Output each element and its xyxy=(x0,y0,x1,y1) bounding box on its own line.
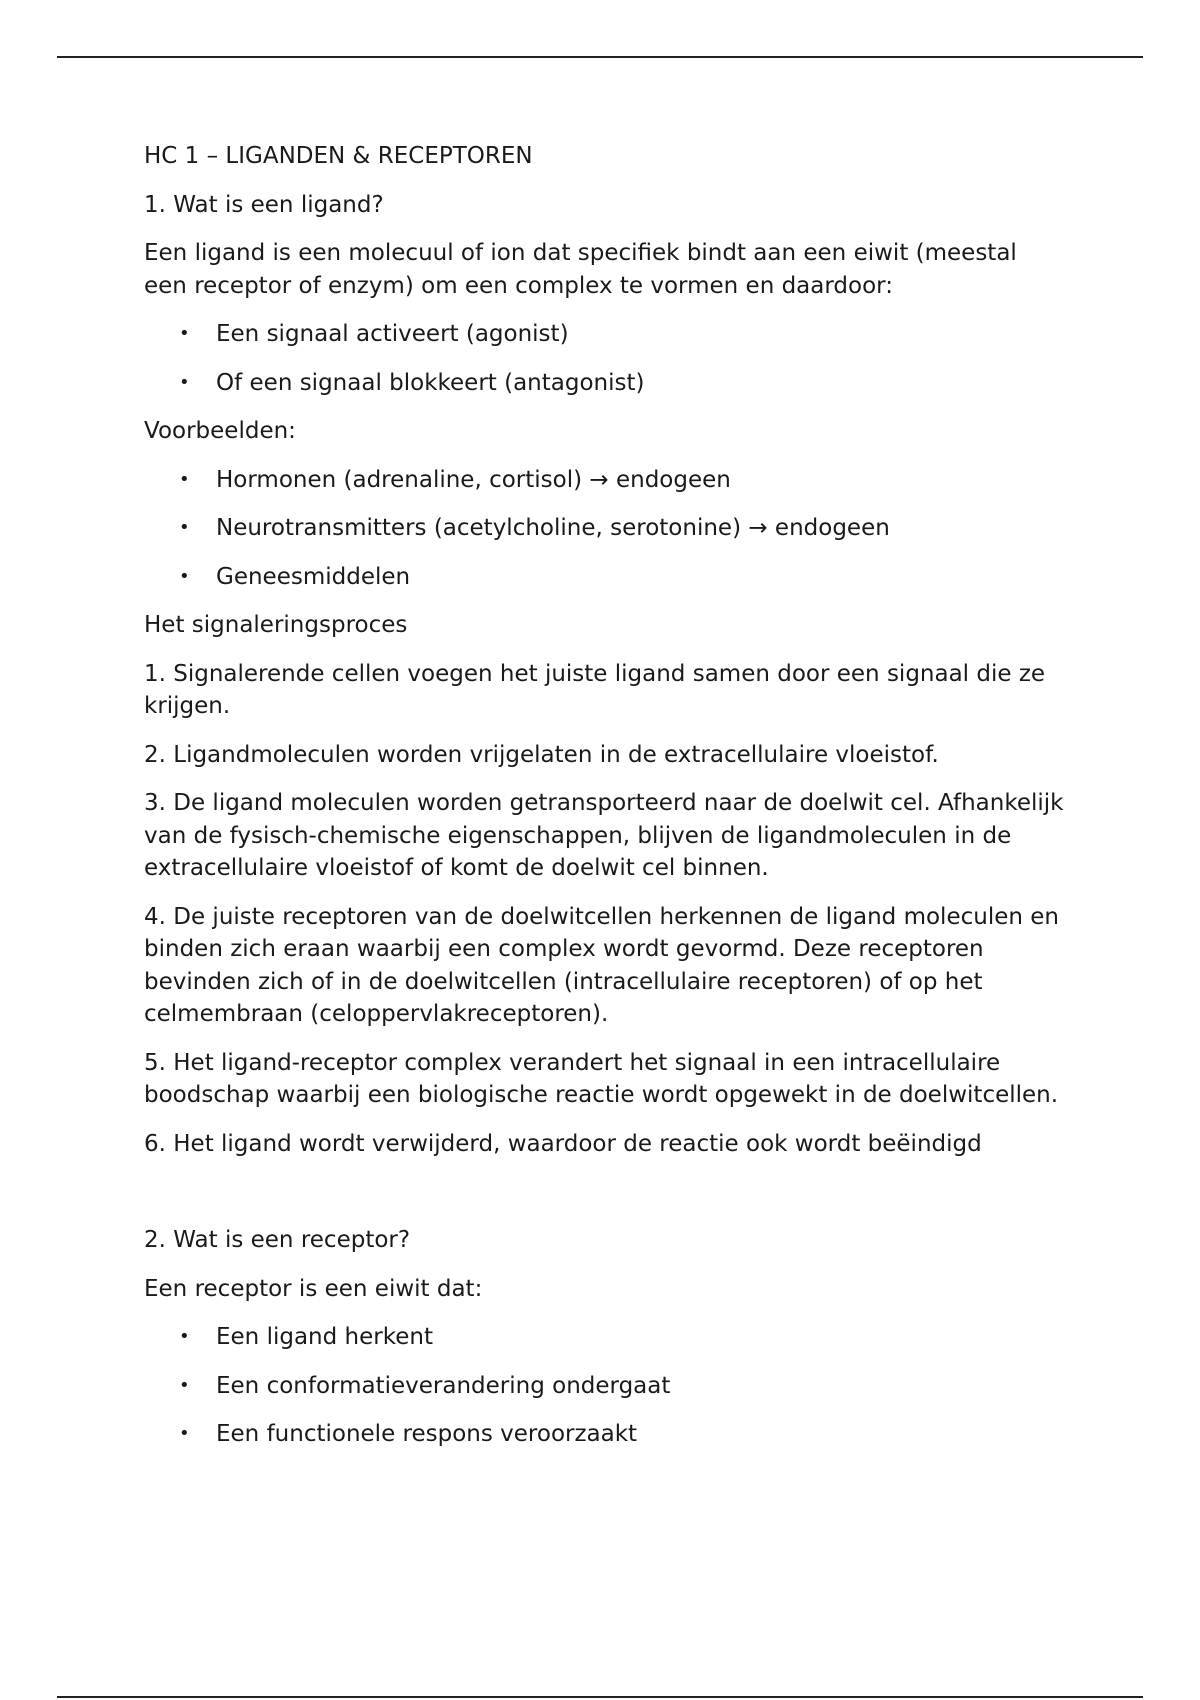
section2-heading: 2. Wat is een receptor? xyxy=(144,1227,411,1253)
process-heading: Het signaleringsproces xyxy=(144,612,408,638)
list-item: • Hormonen (adrenaline, cortisol) → endogeen xyxy=(144,464,1064,497)
process-step-4: 4. De juiste receptoren van de doelwitcellen herkennen de ligand moleculen en binden zich eraan waarbij een complex wordt gevormd. Deze receptoren bevinden zich of in de doelwitcellen (intracellulaire receptoren) of op het celmembraan (celoppervlakreceptoren). xyxy=(144,903,1059,1027)
process-step-2: 2. Ligandmoleculen worden vrijgelaten in de extracellulaire vloeistof. xyxy=(144,741,939,768)
footer-rule xyxy=(57,1696,1143,1698)
ligand-effect-list xyxy=(144,318,1064,399)
list-item: • Of een signaal blokkeert (antagonist) xyxy=(144,367,1064,400)
list-item: • Een functionele respons veroorzaakt xyxy=(144,1418,1064,1451)
bullet-icon: • xyxy=(179,517,190,538)
document-title: HC 1 – LIGANDEN & RECEPTOREN xyxy=(144,143,533,169)
list-item: • Een ligand herkent xyxy=(144,1321,1064,1354)
examples-list xyxy=(144,464,1064,594)
list-item: • Geneesmiddelen xyxy=(144,561,1064,594)
list-item: • Neurotransmitters (acetylcholine, serotonine) → endogeen xyxy=(144,512,1064,545)
receptor-properties-list xyxy=(144,1321,1064,1451)
bullet-icon: • xyxy=(179,371,190,393)
document-body xyxy=(144,140,1064,1467)
header-rule xyxy=(57,56,1143,58)
process-step-1: 1. Signalerende cellen voegen het juiste ligand samen door een signaal die ze krijgen. xyxy=(144,660,1046,719)
list-item: • Een conformatieverandering ondergaat xyxy=(144,1370,1064,1403)
section1-intro: Een ligand is een molecuul of ion dat specifiek bindt aan een eiwit (meestal een receptor of enzym) om een complex te vormen en daardoor: xyxy=(144,240,1017,299)
spacer xyxy=(144,1176,1064,1224)
bullet-icon: • xyxy=(179,1326,190,1347)
bullet-icon: • xyxy=(179,1423,190,1444)
bullet-icon: • xyxy=(179,1374,190,1396)
bullet-icon: • xyxy=(179,565,190,587)
list-item: • Een signaal activeert (agonist) xyxy=(144,318,1064,351)
section1-heading: 1. Wat is een ligand? xyxy=(144,191,384,218)
bullet-icon: • xyxy=(179,323,190,344)
process-step-5: 5. Het ligand-receptor complex verandert het signaal in een intracellulaire boodschap waarbij een biologische reactie wordt opgewekt in de doelwitcellen. xyxy=(144,1049,1059,1108)
examples-label: Voorbeelden: xyxy=(144,418,296,444)
process-step-3: 3. De ligand moleculen worden getransporteerd naar de doelwit cel. Afhankelijk van de fysisch-chemische eigenschappen, blijven de ligandmoleculen in de extracellulaire vloeistof of komt de doelwit cel binnen. xyxy=(144,790,1064,881)
section2-intro: Een receptor is een eiwit dat: xyxy=(144,1275,483,1302)
bullet-icon: • xyxy=(179,468,190,490)
process-step-6: 6. Het ligand wordt verwijderd, waardoor de reactie ook wordt beëindigd xyxy=(144,1130,982,1157)
